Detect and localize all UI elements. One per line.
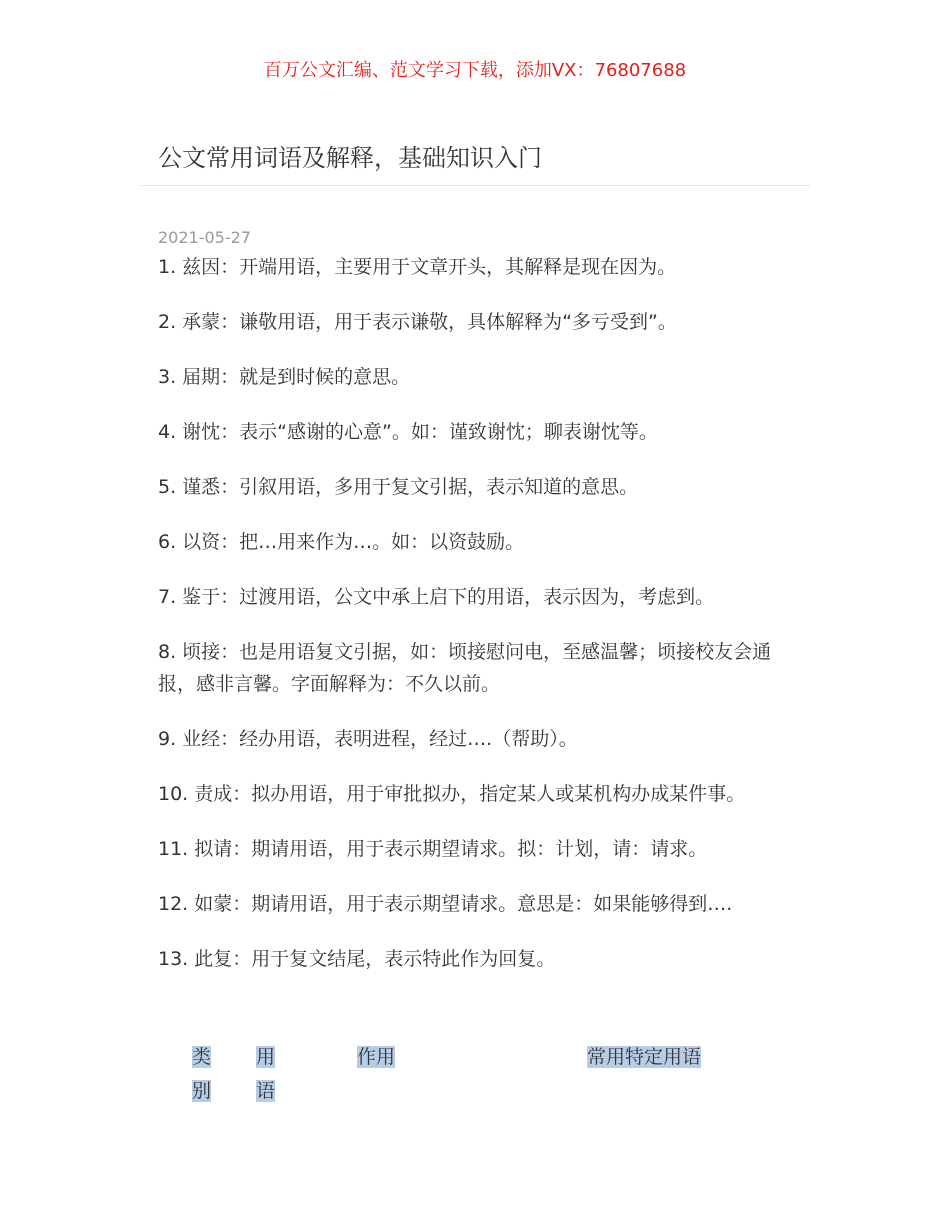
term-paragraph: 2. 承蒙：谦敬用语，用于表示谦敬，具体解释为“多亏受到”。 (158, 311, 677, 333)
term-paragraph: 6. 以资：把…用来作为…。如：以资鼓励。 (158, 531, 525, 553)
article-title: 公文常用词语及解释，基础知识入门 (158, 144, 542, 172)
term-paragraph: 9. 业经：经办用语，表明进程，经过….（帮助）。 (158, 728, 578, 750)
term-paragraph: 7. 鉴于：过渡用语，公文中承上启下的用语，表示因为，考虑到。 (158, 586, 715, 608)
table-header-common-phrases: 常用特定用语 (587, 1046, 702, 1068)
term-paragraph: 5. 谨悉：引叙用语，多用于复文引据，表示知道的意思。 (158, 476, 639, 498)
term-paragraph: 4. 谢忱：表示“感谢的心意”。如：谨致谢忱；聊表谢忱等。 (158, 421, 658, 443)
table-header-term: 用语 (256, 1046, 276, 1102)
table-header-function: 作用 (357, 1046, 396, 1068)
title-divider (140, 185, 810, 186)
term-paragraph: 1. 兹因：开端用语，主要用于文章开头，其解释是现在因为。 (158, 256, 677, 278)
promo-banner: 百万公文汇编、范文学习下载，添加VX：76807688 (263, 60, 687, 81)
term-paragraph: 12. 如蒙：期请用语，用于表示期望请求。意思是：如果能够得到…. (158, 893, 733, 915)
term-paragraph: 13. 此复：用于复文结尾，表示特此作为回复。 (158, 948, 556, 970)
publish-date: 2021-05-27 (158, 228, 251, 247)
article-body (158, 251, 798, 998)
term-paragraph: 8. 顷接：也是用语复文引据，如：顷接慰问电，至感温馨；顷接校友会通报，感非言馨。字面解释为：不久以前。 (158, 641, 772, 695)
table-header-category: 类别 (192, 1046, 212, 1102)
term-paragraph: 10. 责成：拟办用语，用于审批拟办，指定某人或某机构办成某件事。 (158, 783, 746, 805)
term-paragraph: 11. 拟请：期请用语，用于表示期望请求。拟：计划，请：请求。 (158, 838, 708, 860)
term-paragraph: 3. 届期：就是到时候的意思。 (158, 366, 411, 388)
